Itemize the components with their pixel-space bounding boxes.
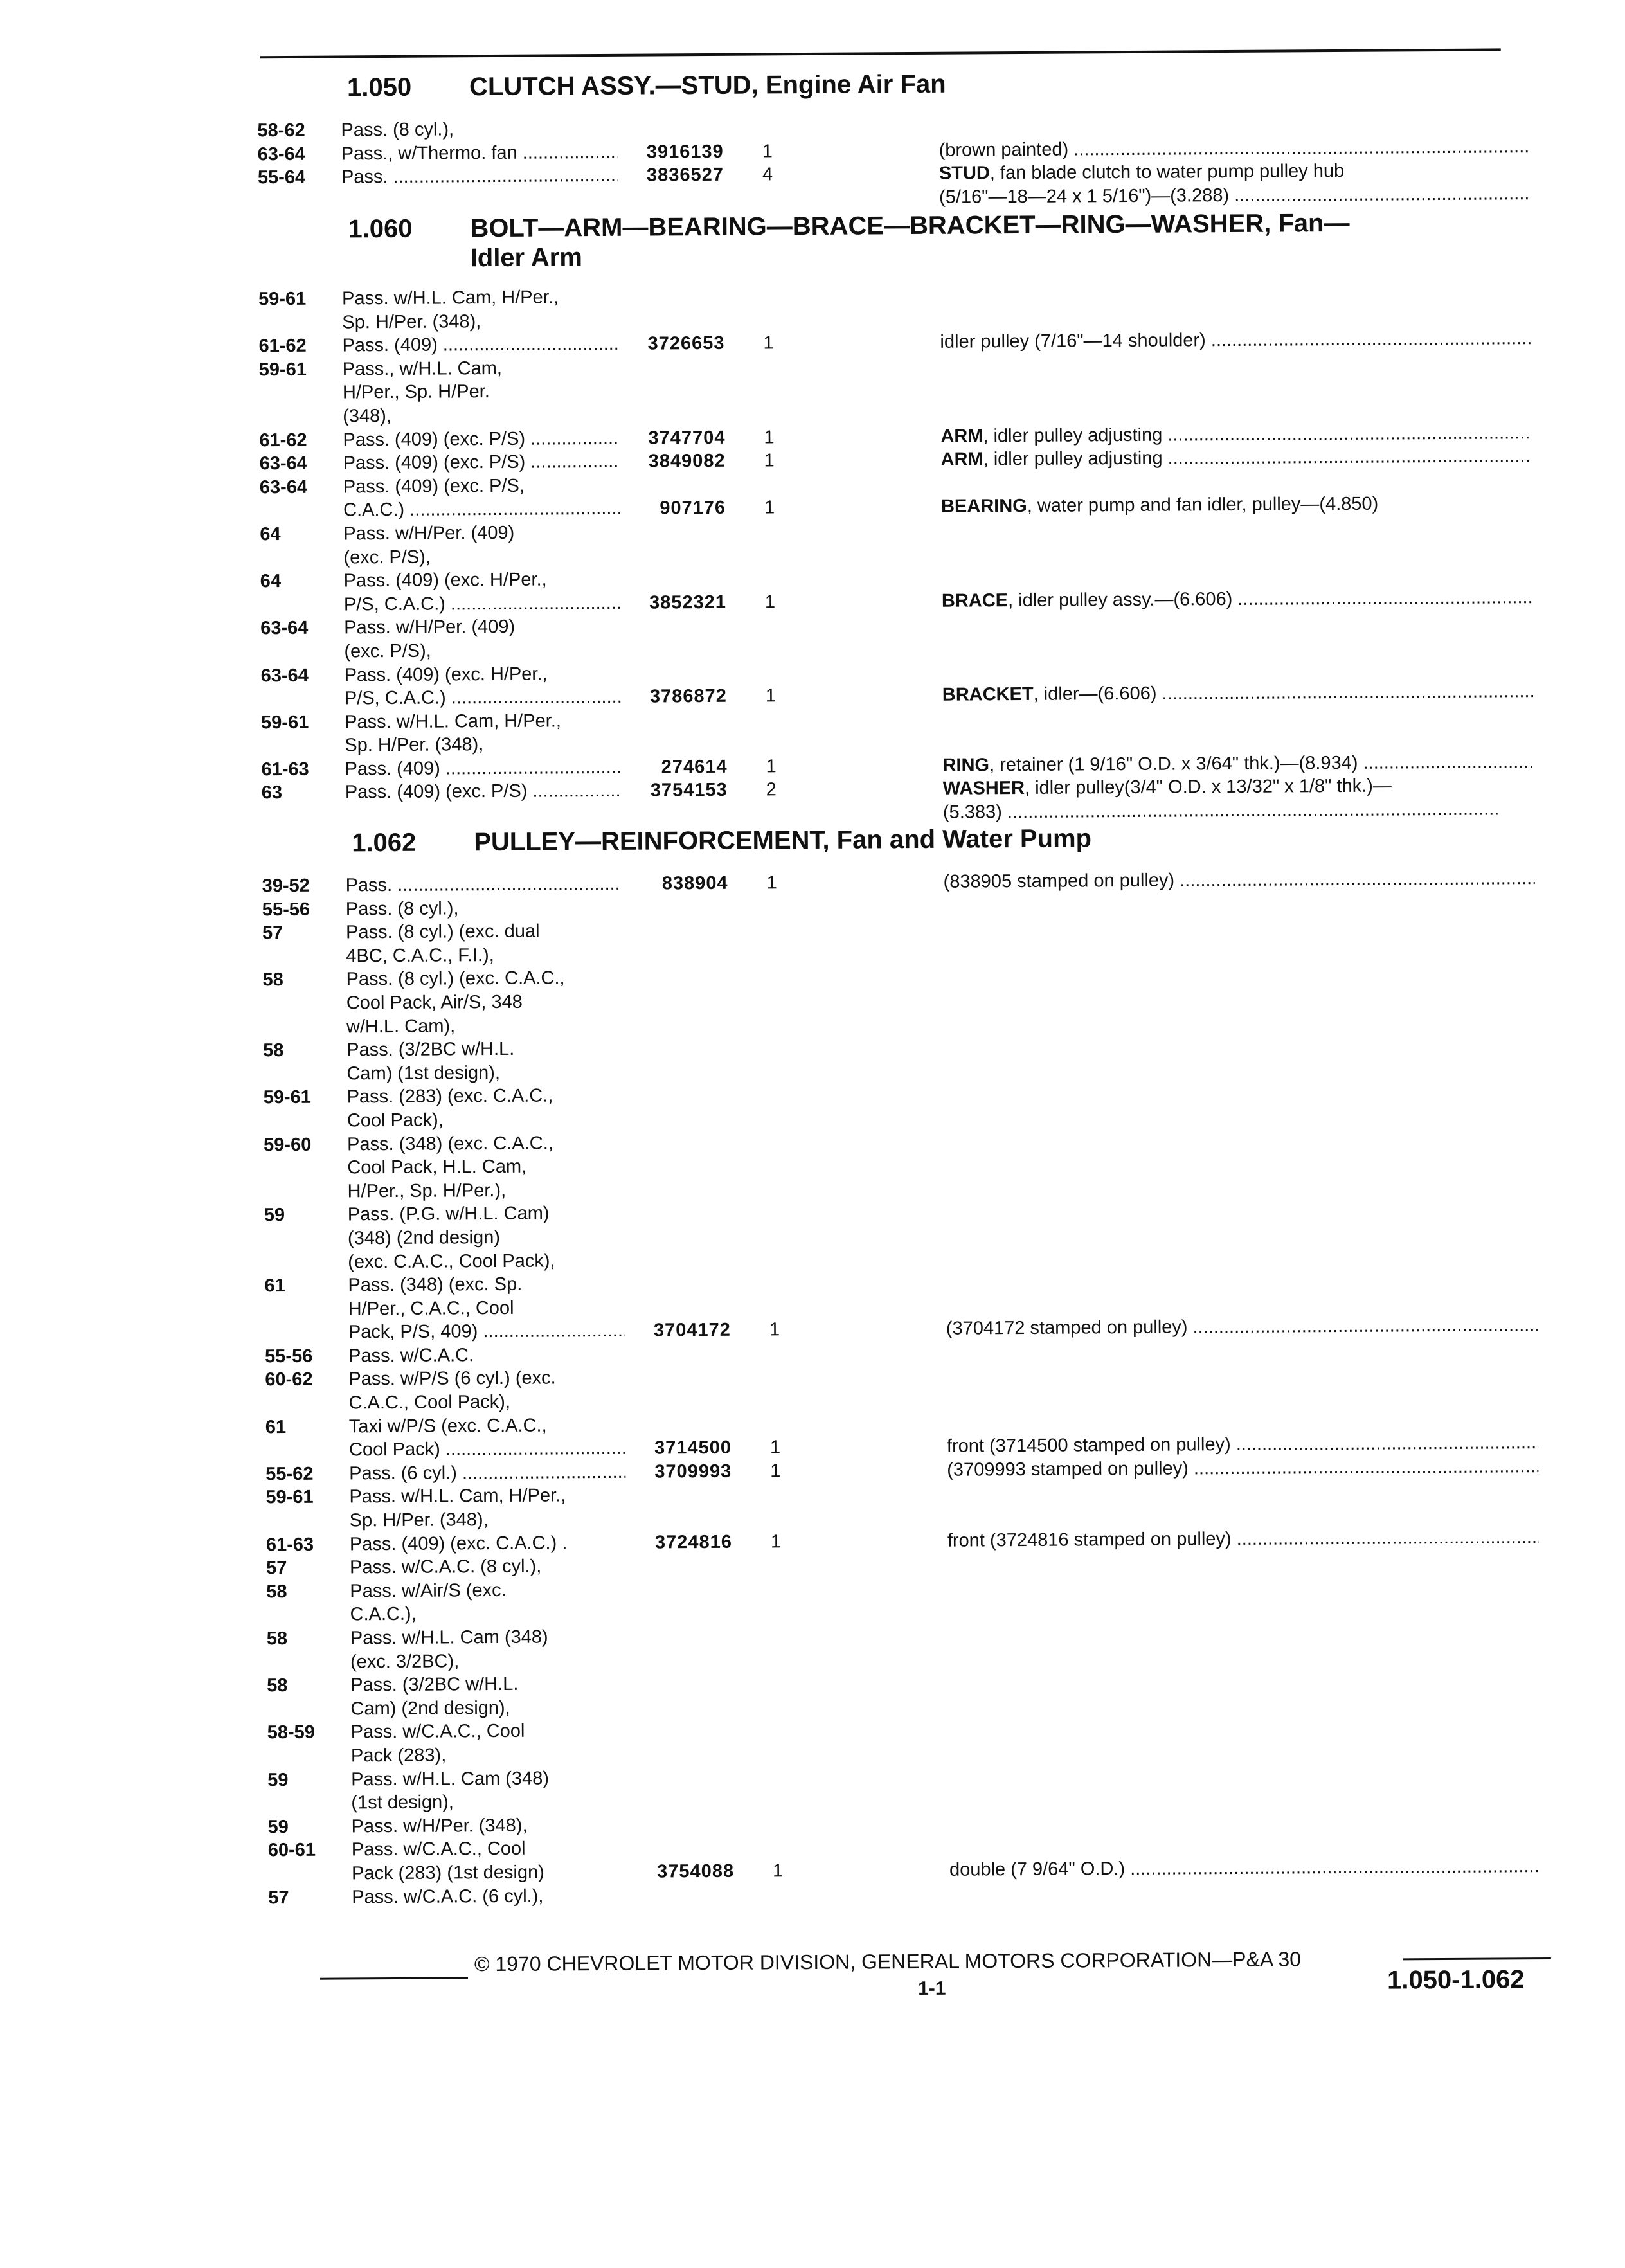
quantity: 1 <box>771 1530 790 1554</box>
application-description: Pass. w/H.L. Cam (348) <box>351 1766 627 1791</box>
part-number <box>631 1765 733 1766</box>
application-description: Pass. ..... <box>341 164 618 189</box>
application-description: H/Per., C.A.C., Cool <box>348 1295 625 1320</box>
application-description: (exc. C.A.C., Cool Pack), <box>348 1248 624 1274</box>
part-number <box>628 1342 731 1343</box>
application-description: (exc. 3/2BC), <box>350 1648 627 1673</box>
part-number <box>624 661 727 662</box>
application-description: (1st design), <box>351 1790 627 1815</box>
part-number <box>622 402 725 403</box>
model-years: 59-61 <box>265 1486 343 1509</box>
application-description: C.A.C., Cool Pack), <box>348 1390 625 1415</box>
model-years: 59 <box>264 1203 341 1227</box>
section-title-continued: Idler Arm <box>471 243 582 273</box>
quantity: 1 <box>773 1859 792 1883</box>
part-number <box>626 1036 729 1037</box>
model-years: 63-64 <box>260 616 337 640</box>
application-description: Pass. w/H/Per. (409) <box>344 615 620 640</box>
model-years: 55-56 <box>265 1344 342 1368</box>
model-years <box>264 1250 341 1251</box>
application-description: Pack (283), <box>351 1743 627 1768</box>
application-description: Pass. w/C.A.C. <box>348 1343 625 1368</box>
part-number: 3709993 <box>629 1460 732 1484</box>
model-years <box>264 1156 341 1157</box>
part-name: ARM <box>941 449 983 470</box>
part-number <box>626 1060 729 1061</box>
part-number: 3916139 <box>621 140 724 164</box>
application-description: Pass. (P.G. w/H.L. Cam) <box>348 1202 624 1227</box>
part-number <box>627 1130 730 1131</box>
copyright-notice: © 1970 CHEVROLET MOTOR DIVISION, GENERAL MOTORS CORPORATION—P&A 30 <box>474 1947 1301 1976</box>
model-years: 55-56 <box>262 897 339 921</box>
part-description: (brown painted) ..... <box>939 135 1531 162</box>
section-number: 1.050 <box>347 73 411 103</box>
quantity: 1 <box>769 1318 789 1342</box>
part-number: 3754153 <box>625 779 728 803</box>
application-description: Pass. (6 cyl.) ..... <box>349 1461 625 1486</box>
model-years: 55-64 <box>258 166 335 190</box>
part-description: double (7 9/64" O.D.) ..... <box>949 1855 1541 1882</box>
model-years <box>262 944 339 945</box>
model-years <box>263 1015 340 1016</box>
model-years <box>261 687 338 688</box>
part-number <box>631 1836 734 1837</box>
model-years: 63 <box>262 781 339 805</box>
part-number <box>627 1107 730 1108</box>
model-years: 61 <box>264 1274 341 1298</box>
part-description: front (3714500 stamped on pulley) ..... <box>947 1431 1538 1458</box>
part-number <box>631 1813 733 1814</box>
section-header <box>257 66 1536 119</box>
part-number <box>627 1083 730 1084</box>
application-description: Pass. w/C.A.C., Cool <box>352 1837 628 1862</box>
section-title: CLUTCH ASSY.—STUD, Engine Air Fan <box>469 70 946 102</box>
part-number <box>630 1671 733 1672</box>
model-years <box>259 381 336 382</box>
part-description: front (3724816 stamped on pulley) ..... <box>947 1526 1539 1553</box>
part-number <box>625 942 728 943</box>
part-name: BEARING <box>941 496 1027 517</box>
part-number <box>627 1201 730 1202</box>
footer-rule-right <box>1403 1958 1551 1960</box>
application-description: Cam) (1st design), <box>346 1061 623 1086</box>
footer-rule-left <box>320 1977 468 1979</box>
application-description: Pass. (283) (exc. C.A.C., <box>347 1084 624 1109</box>
part-number <box>631 1718 733 1719</box>
application-description: Pass. w/H/Per. (348), <box>351 1814 627 1839</box>
quantity: 1 <box>770 1436 789 1459</box>
model-years: 63-64 <box>258 142 335 166</box>
quantity: 1 <box>764 496 784 520</box>
part-number: 3754088 <box>631 1860 734 1884</box>
model-years: 60-61 <box>268 1839 345 1862</box>
application-description: Pass. (409) (exc. C.A.C.) . <box>350 1531 626 1556</box>
model-years <box>258 189 335 190</box>
part-number <box>631 1742 733 1743</box>
parts-list <box>257 111 1537 213</box>
part-name: RING <box>942 755 989 775</box>
application-description: (exc. P/S), <box>343 544 620 569</box>
application-description: Sp. H/Per. (348), <box>350 1508 626 1533</box>
application-description: Pass. (348) (exc. Sp. <box>348 1272 624 1297</box>
part-number: 3747704 <box>622 426 725 450</box>
section-number: 1.060 <box>348 215 412 244</box>
model-years: 60-62 <box>265 1368 342 1392</box>
application-description: Pass. (8 cyl.), <box>346 896 622 921</box>
model-years: 61-63 <box>261 757 338 781</box>
quantity: 1 <box>762 140 782 163</box>
application-description: (348), <box>343 403 619 428</box>
section-title: BOLT—ARM—BEARING—BRACE—BRACKET—RING—WASHER, Fan— <box>470 209 1349 243</box>
part-description: RING, retainer (1 9/16" O.D. x 3/64" thk.)—(8.934) ..... <box>942 750 1534 777</box>
application-description: Pass. (8 cyl.) (exc. dual <box>346 919 622 944</box>
part-number <box>625 802 728 803</box>
model-years: 39-52 <box>262 874 339 897</box>
model-years: 57 <box>266 1556 343 1580</box>
application-description: Cool Pack), <box>347 1108 624 1133</box>
model-years <box>265 1297 342 1298</box>
application-description: Pass. w/H.L. Cam, H/Per., <box>345 708 621 734</box>
application-description: Pass. (348) (exc. C.A.C., <box>347 1131 624 1156</box>
application-description: Pass. (409) ..... <box>342 332 618 357</box>
application-description: Pack, P/S, 409) ..... <box>348 1319 625 1344</box>
part-name: BRACKET <box>942 684 1034 705</box>
part-number <box>629 1507 732 1508</box>
part-name: BRACE <box>942 590 1008 611</box>
model-years <box>262 805 339 806</box>
model-years: 58 <box>267 1674 344 1698</box>
model-years: 61-62 <box>259 428 336 452</box>
application-description: Pass. (8 cyl.) (exc. C.A.C., <box>346 966 622 991</box>
model-years: 59-60 <box>264 1133 341 1156</box>
part-description: (5.383) ..... <box>943 797 1534 824</box>
part-number: 274614 <box>624 755 727 780</box>
section-number: 1.062 <box>352 829 416 858</box>
model-years <box>267 1744 345 1745</box>
application-description: Pass. ..... <box>346 872 622 897</box>
part-name: ARM <box>940 426 983 446</box>
model-years <box>263 1062 340 1063</box>
part-number <box>628 1389 731 1390</box>
application-description: Pass. (3/2BC w/H.L. <box>350 1672 627 1697</box>
part-number: 3714500 <box>629 1436 732 1461</box>
application-description: Pass. (409) (exc. P/S) ..... <box>343 426 619 451</box>
model-years <box>258 310 336 311</box>
quantity: 1 <box>763 331 782 355</box>
parts-list <box>262 867 1548 1909</box>
application-description: Pass. (409) ..... <box>345 756 621 781</box>
part-number <box>624 567 726 568</box>
part-number <box>625 895 728 896</box>
application-description: Sp. H/Per. (348), <box>342 309 618 334</box>
application-description: Pass. w/C.A.C. (8 cyl.), <box>350 1554 626 1580</box>
part-number <box>629 1412 732 1413</box>
part-name: STUD <box>939 163 990 183</box>
application-description: Pass. (3/2BC w/H.L. <box>346 1037 623 1062</box>
application-description: (348) (2nd design) <box>348 1225 624 1250</box>
part-number <box>624 614 726 615</box>
part-description: ARM, idler pulley adjusting ..... <box>940 421 1532 448</box>
part-number: 3836527 <box>621 163 724 188</box>
part-number <box>629 1483 732 1484</box>
model-years: 58 <box>262 968 339 992</box>
part-number <box>631 1789 733 1790</box>
model-years <box>264 1109 341 1110</box>
parts-list <box>258 280 1541 829</box>
application-description: Pass. w/H.L. Cam, H/Per., <box>342 285 618 310</box>
application-description: Pass. w/H/Per. (409) <box>343 521 620 546</box>
part-number: 3704172 <box>628 1318 731 1343</box>
model-years: 63-64 <box>261 663 338 687</box>
application-description: Cool Pack, H.L. Cam, <box>347 1155 624 1180</box>
application-description: Pass. w/H.L. Cam, H/Per., <box>349 1484 625 1509</box>
model-years: 57 <box>268 1886 345 1909</box>
part-number <box>626 989 729 990</box>
model-years <box>263 991 340 992</box>
application-description: Pass. (409) (exc. P/S, <box>343 474 620 499</box>
model-years: 59-61 <box>259 357 336 381</box>
part-description: BRACE, idler pulley assy.—(6.606) ..... <box>942 586 1533 613</box>
part-number <box>621 187 724 188</box>
section-1062 <box>262 822 1547 1909</box>
part-number <box>622 308 724 309</box>
quantity: 1 <box>767 871 786 895</box>
model-years: 64 <box>260 570 337 593</box>
page-footer <box>320 1946 1554 1954</box>
model-years: 57 <box>262 921 339 945</box>
part-number <box>630 1695 733 1696</box>
application-description: Cool Pack) ..... <box>349 1437 625 1462</box>
application-description: Pass. (409) (exc. H/Per., <box>344 568 620 593</box>
quantity: 1 <box>766 755 785 779</box>
part-number <box>620 116 723 117</box>
application-description: Cool Pack, Air/S, 348 <box>346 990 623 1015</box>
model-years: 58 <box>263 1039 340 1063</box>
model-years <box>267 1697 344 1698</box>
model-years <box>266 1509 343 1510</box>
part-description: idler pulley (7/16"—14 shoulder) ..... <box>940 327 1531 354</box>
application-description: 4BC, C.A.C., F.I.), <box>346 943 622 968</box>
section-range: 1.050-1.062 <box>1387 1965 1525 1995</box>
application-description: H/Per., Sp. H/Per.), <box>347 1178 624 1203</box>
part-description: (838905 stamped on pulley) ..... <box>944 867 1535 894</box>
quantity: 4 <box>762 163 782 186</box>
top-rule <box>260 48 1501 59</box>
model-years: 58-59 <box>267 1721 345 1745</box>
application-description: Pass. w/H.L. Cam (348) <box>350 1625 627 1650</box>
application-description: Pass. (409) (exc. P/S) ..... <box>345 779 622 804</box>
part-description: WASHER, idler pulley(3/4" O.D. x 13/32" x 1/8" thk.)— <box>943 774 1534 801</box>
part-number: 907176 <box>623 496 726 521</box>
section-title: PULLEY—REINFORCEMENT, Fan and Water Pump <box>474 824 1091 857</box>
section-header <box>258 208 1538 287</box>
part-description: STUD, fan blade clutch to water pump pulley hub <box>939 158 1531 185</box>
part-name: WASHER <box>943 778 1025 799</box>
application-description: Pass. w/C.A.C. (6 cyl.), <box>352 1884 628 1909</box>
application-description: Pass. w/C.A.C., Cool <box>351 1719 627 1744</box>
quantity: 2 <box>766 779 786 802</box>
application-description: Pass., w/Thermo. fan ..... <box>341 140 618 165</box>
part-number: 3849082 <box>623 449 726 474</box>
model-years: 59 <box>267 1815 345 1839</box>
model-years: 59-61 <box>261 710 338 734</box>
model-years: 63-64 <box>260 452 337 476</box>
model-years <box>265 1321 342 1322</box>
model-years <box>260 499 337 500</box>
model-years: 61 <box>265 1415 343 1439</box>
application-description: Pass. (409) (exc. H/Per., <box>345 662 621 687</box>
model-years <box>261 734 338 735</box>
part-number: 838904 <box>625 872 728 896</box>
application-description: Pack (283) (1st design) <box>352 1860 628 1886</box>
model-years: 59-61 <box>258 287 336 311</box>
section-1060 <box>258 208 1541 829</box>
part-description: (3704172 stamped on pulley) ..... <box>946 1313 1538 1340</box>
application-description: Pass. (409) (exc. P/S) ..... <box>343 450 620 475</box>
application-description: (exc. P/S), <box>344 638 620 663</box>
model-years: 64 <box>260 522 337 546</box>
part-number <box>623 543 726 544</box>
part-description: ARM, idler pulley adjusting ..... <box>941 444 1532 471</box>
part-description: (5/16"—18—24 x 1 5/16")—(3.288) ..... <box>939 182 1531 209</box>
application-description: w/H.L. Cam), <box>346 1013 623 1038</box>
part-description: BRACKET, idler—(6.606) ..... <box>942 680 1534 706</box>
application-description: P/S, C.A.C.) ..... <box>344 591 620 616</box>
quantity: 1 <box>764 426 783 449</box>
application-description: C.A.C.) ..... <box>343 497 620 522</box>
part-number <box>627 1154 730 1155</box>
part-number <box>623 520 726 521</box>
part-number: 3726653 <box>622 332 724 356</box>
model-years: 59-61 <box>264 1086 341 1110</box>
model-years: 58 <box>267 1626 344 1650</box>
model-years: 63-64 <box>260 475 337 499</box>
model-years <box>266 1603 343 1604</box>
part-number <box>623 473 726 474</box>
part-number: 3852321 <box>624 591 726 615</box>
model-years: 61-62 <box>258 334 336 358</box>
model-years: 59 <box>267 1768 345 1792</box>
quantity: 1 <box>766 684 785 708</box>
application-description: Pass., w/H.L. Cam, <box>343 356 619 381</box>
quantity: 1 <box>765 590 784 614</box>
application-description: Sp. H/Per. (348), <box>345 732 621 757</box>
application-description: Taxi w/P/S (exc. C.A.C., <box>349 1413 625 1438</box>
model-years: 55-62 <box>265 1462 343 1486</box>
part-description: BEARING, water pump and fan idler, pulley—(4.850) <box>941 491 1532 518</box>
model-years: 61-63 <box>266 1533 343 1556</box>
model-years: 58 <box>266 1580 343 1603</box>
quantity: 1 <box>764 449 784 473</box>
part-number <box>628 1365 731 1366</box>
application-description: Pass. w/Air/S (exc. <box>350 1578 626 1603</box>
model-years <box>259 404 336 405</box>
model-years <box>267 1650 344 1651</box>
model-years: 58-62 <box>257 119 334 143</box>
application-description: C.A.C.), <box>350 1601 626 1626</box>
part-number <box>631 1883 734 1884</box>
application-description: H/Per., Sp. H/Per. <box>343 379 619 404</box>
page-number: 1-1 <box>918 1978 946 2000</box>
section-header <box>262 822 1541 874</box>
application-description: Pass. w/P/S (6 cyl.) (exc. <box>348 1366 625 1391</box>
part-number: 3724816 <box>629 1530 732 1554</box>
application-description: Cam) (2nd design), <box>350 1696 627 1721</box>
section-1050 <box>257 66 1537 213</box>
application-description: Pass. (8 cyl.), <box>341 117 617 142</box>
application-description: P/S, C.A.C.) ..... <box>345 685 621 710</box>
part-number: 3786872 <box>624 685 727 709</box>
quantity: 1 <box>770 1459 789 1483</box>
part-description: (3709993 stamped on pulley) ..... <box>947 1455 1538 1482</box>
